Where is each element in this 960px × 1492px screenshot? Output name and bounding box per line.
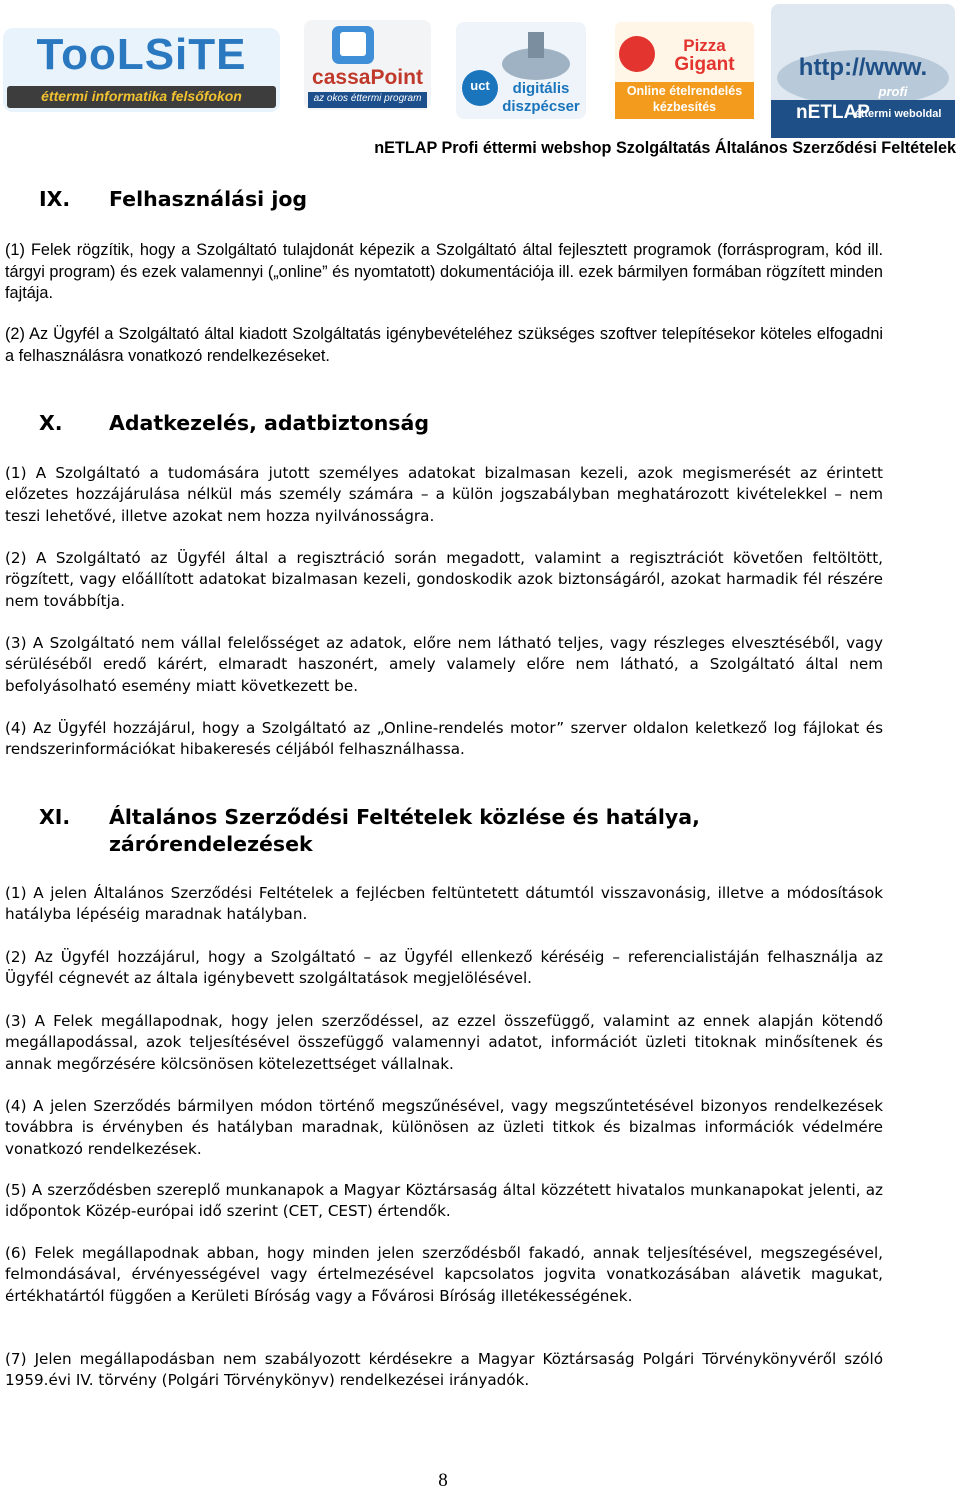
header-title: nETLAP Profi éttermi webshop Szolgáltatás Általános Szerződési Feltételek (374, 139, 956, 157)
pizza-logo-line2: Gigant (674, 54, 735, 75)
paragraph: (3) A Szolgáltató nem vállal felelősséget az adatok, előre nem látható teljes, vagy részleges elvesztéséből, vagy sérüléséből eredő kárért, elmaradt haszonért, amely valamely előre nem látható, a Szolgáltató által nem befolyásolható esemény miatt következett be. (5, 634, 883, 695)
cassapoint-logo (304, 20, 431, 110)
pizza-gigant-logo (615, 22, 754, 119)
paragraph: (2) Az Ügyfél hozzájárul, hogy a Szolgáltató – az Ügyfél ellenkező kéréséig – referencialistáján felhasználja az Ügyfél cégnevét az általa igénybevett szolgáltatások megjelölésével. (5, 948, 883, 988)
toolsite-logo (3, 28, 280, 112)
pizza-logo-line3: Online ételrendelés (626, 84, 743, 98)
netlap-logo-profi: profi (878, 84, 908, 99)
section-x-heading (39, 410, 429, 437)
paragraph: (5) A szerződésben szereplő munkanapok a Magyar Köztársaság által közzétett hivatalos munkanapokat jelenti, az időpontok Közép-európai idő szerint (CET, CEST) értendők. (5, 1181, 883, 1221)
paragraph: (1) A Szolgáltató a tudomására jutott személyes adatokat bizalmasan kezeli, azok megismerését az érintett előzetes hozzájárulása nélkül más személy számára – a külön jogszabályban meghatározott kivételekkel – nem teszi lehetővé, illetve azokat nem hozza nyilvánosságra. (5, 464, 883, 525)
netlap-logo-wordmark: nETLAP (796, 102, 870, 123)
toolsite-logo-tagline: éttermi informatika felsőfokon (41, 88, 242, 104)
page-number: 8 (438, 1470, 448, 1491)
netlap-logo-tagline: éttermi weboldal (854, 108, 942, 120)
section-number: X. (39, 411, 63, 435)
netlap-logo (771, 4, 955, 138)
digitalis-diszpecser-logo (456, 22, 586, 119)
section-title-line1: Általános Szerződési Feltételek közlése és hatálya, (109, 805, 700, 829)
digitalis-logo-line1: digitális (512, 80, 570, 97)
pizza-logo-line4: kézbesítés (652, 100, 717, 114)
digitalis-logo-line2: diszpécser (502, 98, 580, 115)
section-ix-heading (39, 186, 307, 213)
paragraph: (6) Felek megállapodnak abban, hogy minden jelen szerződésből fakadó, annak teljesítésével, megszegésével, felmondásával, érvényességével vagy értelmezésével kapcsolatos jogvita vonatkozásában alávetik magukat, értékhatártól függően a Kerületi Bíróság vagy a Fővárosi Bíróság illetékességének. (5, 1244, 883, 1305)
cassapoint-logo-tagline: az okos éttermi program (313, 93, 422, 104)
section-xi-heading (39, 804, 700, 858)
paragraph: (1) Felek rögzítik, hogy a Szolgáltató tulajdonát képezik a Szolgáltató által fejlesztett programok (forrásprogram, kód ill. tárgyi program) és ezek valamennyi („online” és nyomtatott) dokumentációja ill. ezek bármilyen formában rögzített minden fajtája. (5, 241, 883, 303)
paragraph: (4) A jelen Szerződés bármilyen módon történő megszűnésével, vagy megszűntetésével bizonyos rendelkezések továbbra is érvényben és hatályban maradnak, különösen az üzleti titkok és bizalmas információk védelmére vonatkozó rendelkezések. (5, 1097, 883, 1158)
section-title-line2: zárórendelezések (109, 832, 313, 856)
paragraph: (4) Az Ügyfél hozzájárul, hogy a Szolgáltató az „Online-rendelés motor” szerver oldalon keletkező log fájlokat és rendszerinformációkat hibakeresés céljából felhasználhassa. (5, 719, 883, 759)
paragraph: (3) A Felek megállapodnak, hogy jelen szerződéssel, az ezzel összefüggő, valamint az ennek alapján kötendő megállapodással, azok teljesítésével összefüggő valamennyi adatot, információt üzleti titoknak minősítenek és annak megőrzésére kölcsönösen kötelezettséget vállalnak. (5, 1012, 883, 1073)
section-title: Felhasználási jog (109, 187, 308, 211)
paragraph: (7) Jelen megállapodásban nem szabályozott kérdésekre a Magyar Köztársaság Polgári Törvénykönyvéről szóló 1959.évi IV. törvény (Polgári Törvénykönyv) rendelkezései irányadók. (5, 1350, 883, 1390)
section-number: IX. (39, 187, 71, 211)
cassapoint-logo-wordmark: cassaPoint (312, 66, 423, 89)
paragraph: (2) A Szolgáltató az Ügyfél által a regisztráció során megadott, valamint a regisztrációt követően feltöltött, rögzített, vagy előállított adatokat bizalmasan kezeli, gondoskodik azok biztonságáról, azokat harmadik fél részére nem továbbítja. (5, 549, 883, 610)
netlap-logo-url: http://www. (798, 54, 928, 81)
section-title: Adatkezelés, adatbiztonság (109, 411, 430, 435)
paragraph: (2) Az Ügyfél a Szolgáltató által kiadott Szolgáltatás igénybevételéhez szükséges szoftver telepítésekor köteles elfogadni a felhasználásra vonatkozó rendelkezéseket. (5, 325, 883, 365)
toolsite-logo-wordmark: TooLSiTE (36, 30, 247, 79)
pizza-logo-line1: Pizza (683, 36, 726, 55)
section-number: XI. (39, 805, 71, 829)
paragraph: (1) A jelen Általános Szerződési Feltételek a fejlécben feltüntetett dátumtól visszavonásig, illetve a módosítások hatályba lépéséig maradnak hatályban. (5, 884, 883, 924)
digitalis-logo-badge: uct (470, 78, 490, 93)
